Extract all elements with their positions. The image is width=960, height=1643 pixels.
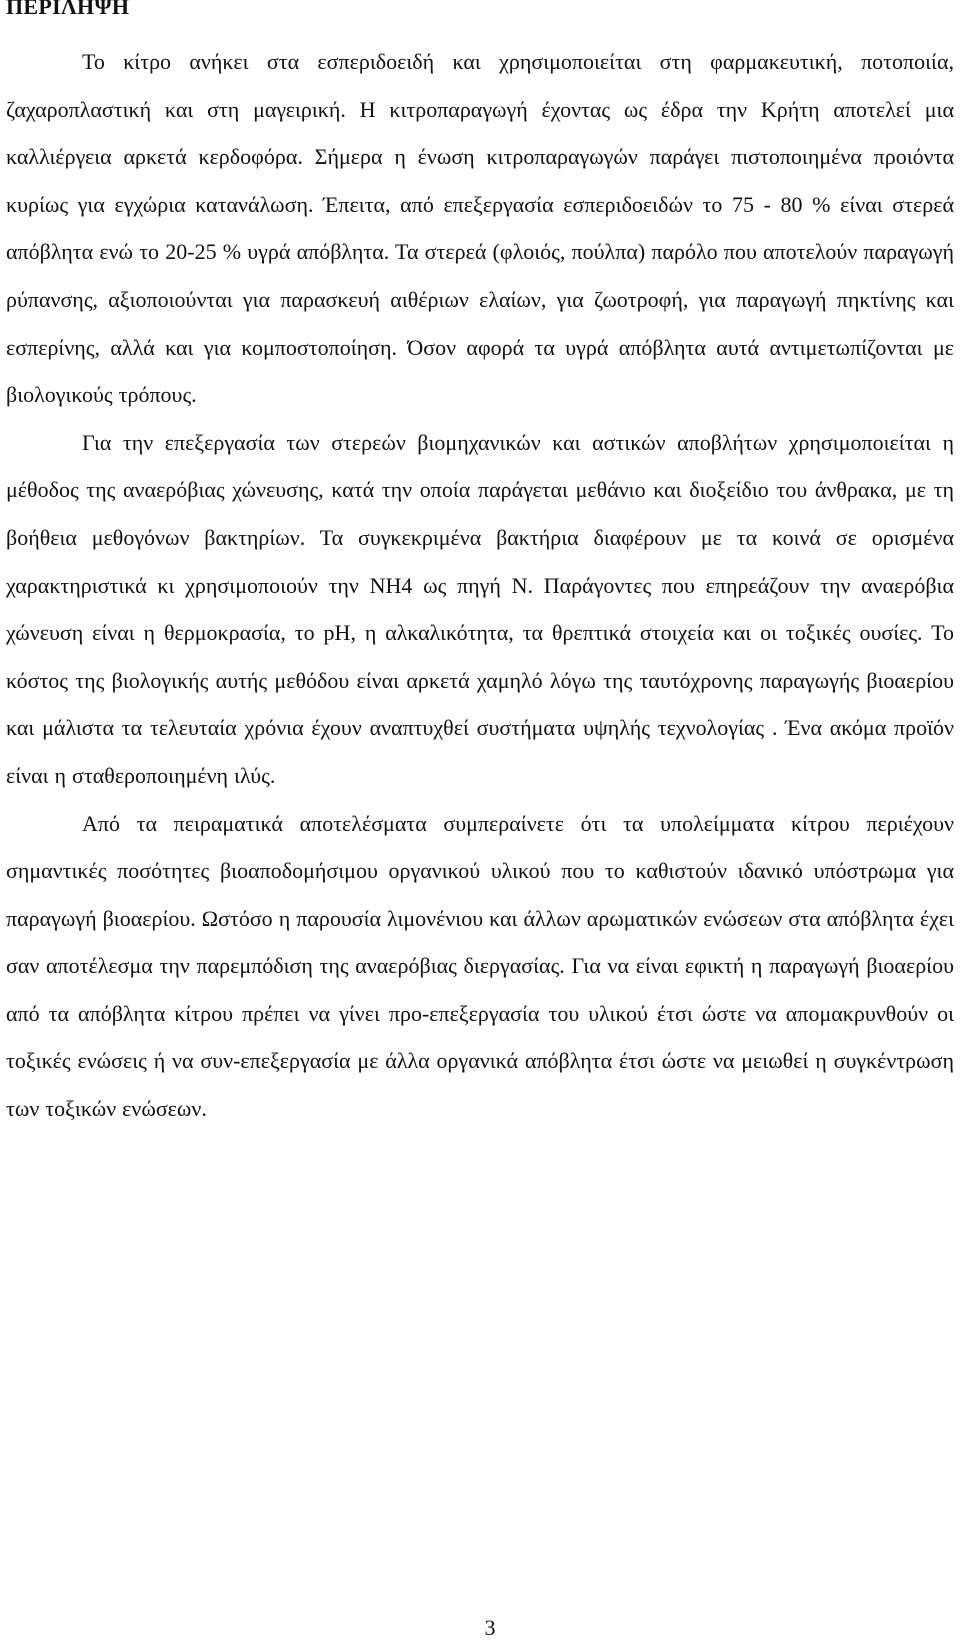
section-heading: ΠΕΡΙΛΗΨΗ xyxy=(6,0,130,19)
page-number: 3 xyxy=(484,1615,496,1640)
summary-paragraph-1: Το κίτρο ανήκει στα εσπεριδοειδή και χρησιμοποιείται στη φαρμακευτική, ποτοποιία, ζαχαροπλαστική και στη μαγειρική. Η κιτροπαραγωγή έχοντας ως έδρα την Κρήτη αποτελεί μια καλλιέργεια αρκετά κερδοφόρα. Σήμερα η ένωση κιτροπαραγωγών παράγει πιστοποιημένα προιόντα κυρίως για εγχώρια κατανάλωση. Έπειτα, από επεξεργασία εσπεριδοειδών το 75 - 80 % είναι στερεά απόβλητα ενώ το 20-25 % υγρά απόβλητα. Τα στερεά (φλοιός, πούλπα) παρόλο που αποτελούν παραγωγή ρύπανσης, αξιοποιούνται για παρασκευή αιθέριων ελαίων, για ζωοτροφή, για παραγωγή πηκτίνης και εσπερίνης, αλλά και για κομποστοποίηση. Όσον αφορά τα υγρά απόβλητα αυτά αντιμετωπίζονται με βιολογικούς τρόπους. xyxy=(6,49,954,408)
summary-paragraph-3: Από τα πειραματικά αποτελέσματα συμπεραίνετε ότι τα υπολείμματα κίτρου περιέχουν σημαντικές ποσότητες βιοαποδομήσιμου οργανικού υλικού που το καθιστούν ιδανικό υπόστρωμα για παραγωγή βιοαερίου. Ωστόσο η παρουσία λιμονένιου και άλλων αρωματικών ενώσεων στα απόβλητα έχει σαν αποτέλεσμα την παρεμπόδιση της αναερόβιας διεργασίας. Για να είναι εφικτή η παραγωγή βιοαερίου από τα απόβλητα κίτρου πρέπει να γίνει προ-επεξεργασία του υλικού έτσι ώστε να απομακρυνθούν οι τοξικές ενώσεις ή να συν-επεξεργασία με άλλα οργανικά απόβλητα έτσι ώστε να μειωθεί η συγκέντρωση των τοξικών ενώσεων. xyxy=(6,810,954,1122)
summary-paragraph-2: Για την επεξεργασία των στερεών βιομηχανικών και αστικών αποβλήτων χρησιμοποιείται η μέθοδος της αναερόβιας χώνευσης, κατά την οποία παράγεται μεθάνιο και διοξείδιο του άνθρακα, με τη βοήθεια μεθογόνων βακτηρίων. Τα συγκεκριμένα βακτήρια διαφέρουν με τα κοινά σε ορισμένα χαρακτηριστικά κι χρησιμοποιούν την NH4 ως πηγή N. Παράγοντες που επηρεάζουν την αναερόβια χώνευση είναι η θερμοκρασία, το pH, η αλκαλικότητα, τα θρεπτικά στοιχεία και οι τοξικές ουσίες. Το κόστος της βιολογικής αυτής μεθόδου είναι αρκετά χαμηλό λόγω της ταυτόχρονης παραγωγής βιοαερίου και μάλιστα τα τελευταία χρόνια έχουν αναπτυχθεί συστήματα υψηλής τεχνολογίας . Ένα ακόμα προϊόν είναι η σταθεροποιημένη ιλύς. xyxy=(6,429,954,788)
